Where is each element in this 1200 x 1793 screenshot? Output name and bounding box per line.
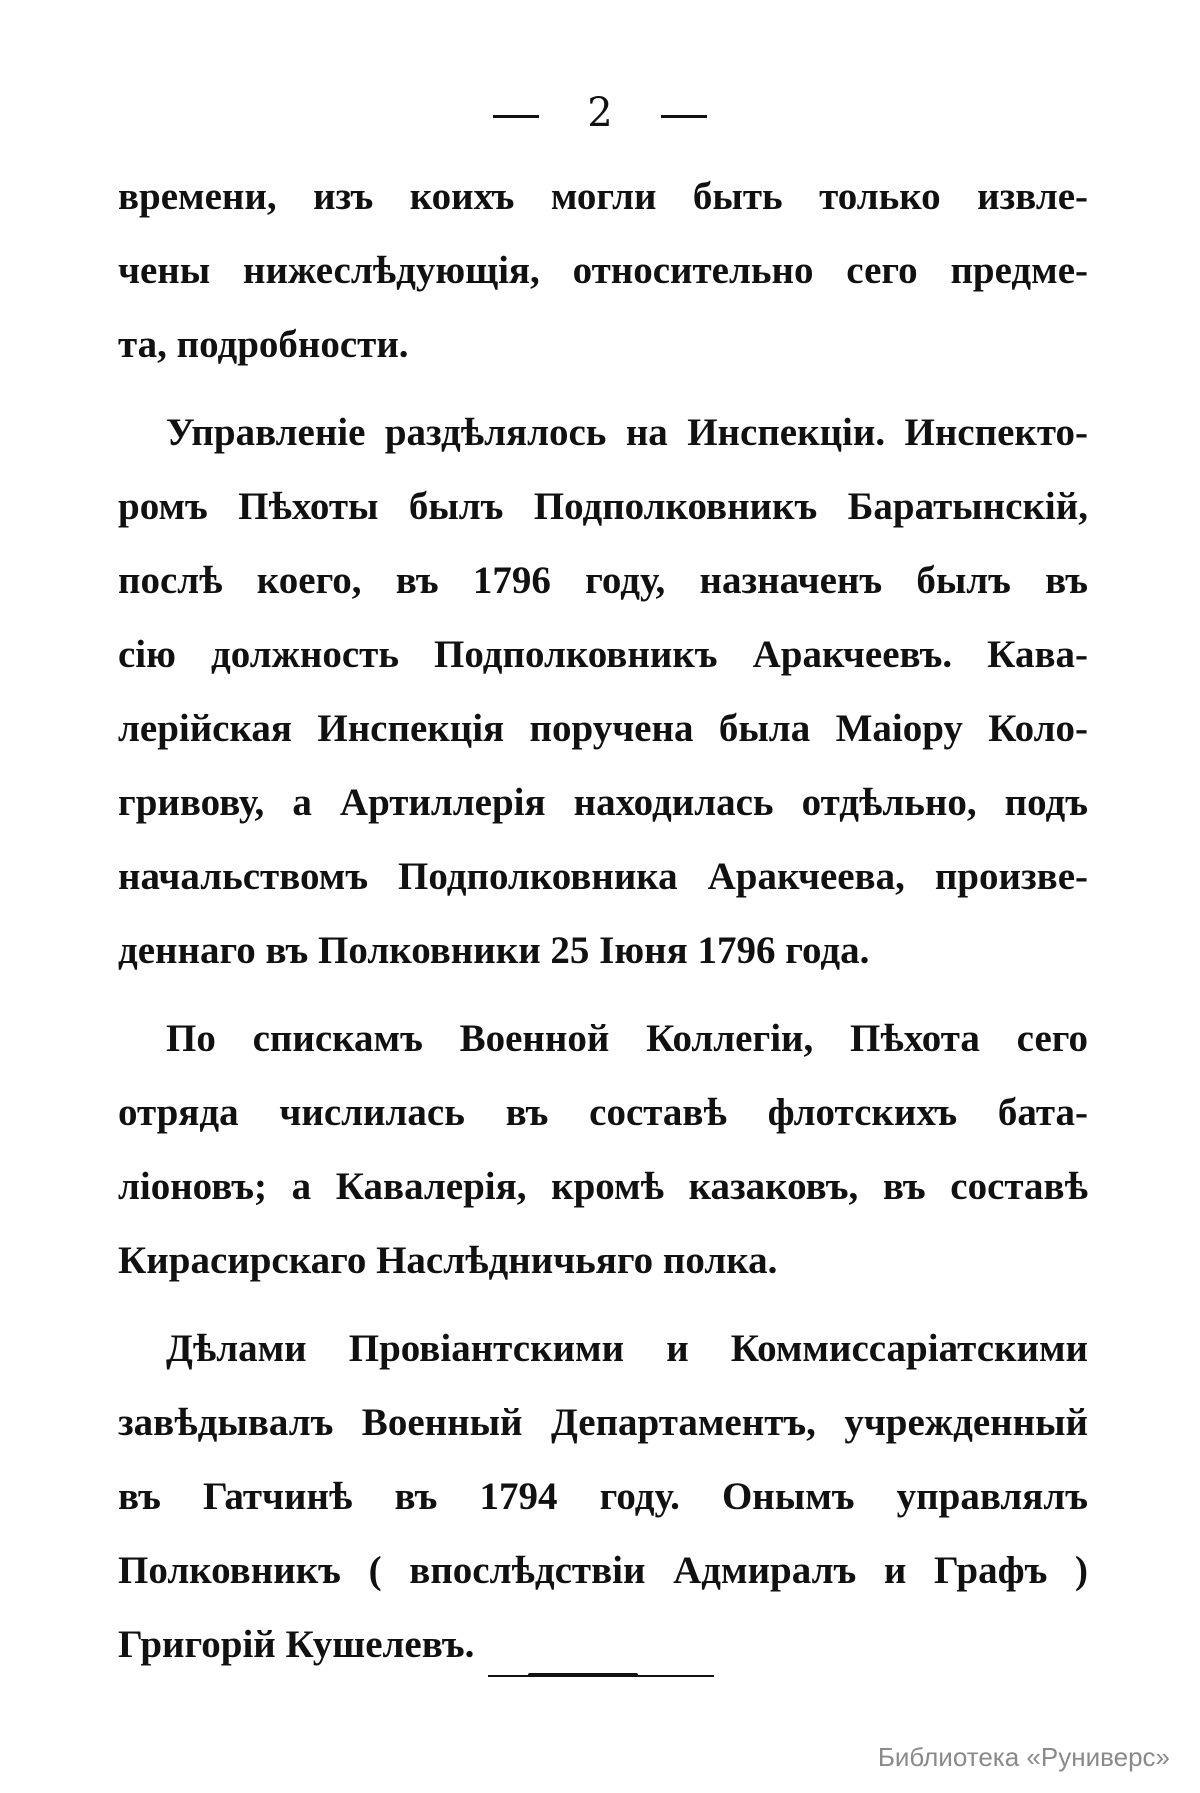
page-number-header <box>0 88 1200 138</box>
right-dash <box>661 115 707 118</box>
library-watermark: Библиотека «Руниверс» <box>877 1742 1170 1772</box>
body-text <box>118 160 1088 1682</box>
text-line: времени, изъ коихъ могли быть только извле- <box>118 175 1088 218</box>
text-line: Управленіе раздѣлялось на Инспекціи. Инспекто- <box>166 411 1088 454</box>
page-number: 2 <box>587 90 613 136</box>
text-line: По спискамъ Военной Коллегіи, Пѣхота сего <box>166 1017 1088 1060</box>
text-line: Полковникъ ( впослѣдствіи Адмиралъ и Графъ ) <box>118 1549 1088 1592</box>
text-line: отряда числилась въ составѣ флотскихъ бата- <box>118 1091 1088 1134</box>
text-line: Григорій Кушелевъ. <box>118 1623 475 1666</box>
paragraph-3 <box>118 1002 1088 1298</box>
text-line: лерійская Инспекція поручена была Маіору Коло- <box>118 707 1088 750</box>
text-line: деннаго въ Полковники 25 Іюня 1796 года. <box>118 929 870 972</box>
text-line: Дѣлами Провіантскими и Коммиссаріатскими <box>166 1327 1088 1370</box>
text-line: ромъ Пѣхоты былъ Подполковникъ Баратынскій, <box>118 485 1088 528</box>
text-line: завѣдывалъ Военный Департаментъ, учрежденный <box>118 1401 1088 1444</box>
paragraph-2 <box>118 396 1088 988</box>
left-dash <box>493 115 539 118</box>
text-line: въ Гатчинѣ въ 1794 году. Онымъ управлялъ <box>118 1475 1088 1518</box>
text-line: гривову, а Артиллерія находилась отдѣльно, подъ <box>118 781 1088 824</box>
text-line: сію должность Подполковникъ Аракчеевъ. Кава- <box>118 633 1088 676</box>
text-line: та, подробности. <box>118 323 409 366</box>
paragraph-4 <box>118 1312 1088 1682</box>
end-ornament-rule <box>488 1675 714 1677</box>
text-line: чены нижеслѣдующія, относительно сего предме- <box>118 249 1088 292</box>
paragraph-1 <box>118 160 1088 382</box>
text-line: начальствомъ Подполковника Аракчеева, произве- <box>118 855 1088 898</box>
text-line: Кирасирскаго Наслѣдничьяго полка. <box>118 1239 778 1282</box>
text-line: послѣ коего, въ 1796 году, назначенъ былъ въ <box>118 559 1088 602</box>
text-line: ліоновъ; а Кавалерія, кромѣ казаковъ, въ составѣ <box>118 1165 1088 1208</box>
